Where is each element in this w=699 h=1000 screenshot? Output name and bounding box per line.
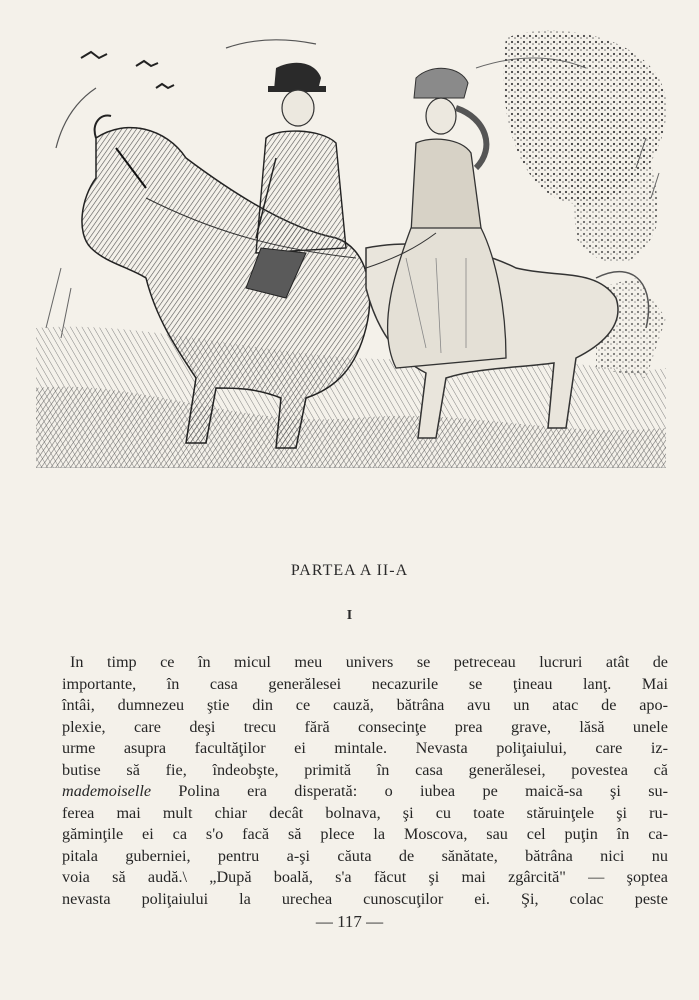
text-line: pitala guberniei, pentru a-şi căuta de sănătate, bătrâna nici nu bbox=[62, 846, 668, 865]
riders-on-horses-engraving bbox=[36, 28, 666, 468]
text-line: ferea mai mult chiar decât bolnava, şi cu toate stăruinţele şi ru- bbox=[62, 803, 668, 822]
text-line: găminţile ei ca s'o facă să plece la Moscova, sau cel puţin în ca- bbox=[62, 825, 668, 843]
text-line: importante, în casa generălesei necazurile se ţineau lanţ. Mai bbox=[62, 674, 668, 693]
text-line-with-italic bbox=[62, 781, 668, 803]
page-number: — 117 — bbox=[315, 912, 384, 931]
text-line: voia să audă.\ „După boală, s'a făcut şi mai zgârcită" — şoptea bbox=[62, 868, 668, 886]
italic-word: mademoiselle bbox=[62, 782, 152, 800]
text-line: nevasta poliţaiului la urechea cunoscuţilor ei. Şi, colac peste bbox=[62, 889, 668, 908]
text-line: urme asupra facultăţilor ei mintale. Nevasta poliţaiului, care iz- bbox=[62, 739, 668, 757]
part-title: PARTEA A II-A bbox=[290, 562, 409, 579]
chapter-number: I bbox=[346, 608, 353, 623]
engraving-illustration bbox=[36, 28, 666, 468]
text-line: plexie, care deşi trecu fără consecinţe prea grave, lăsă unele bbox=[62, 717, 668, 736]
text-line: întâi, dumnezeu ştie din ce cauză, bătrâna avu un atac de apo- bbox=[62, 696, 668, 714]
text-line: In timp ce în micul meu univers se petreceau lucruri atât de bbox=[70, 653, 668, 671]
body-paragraph bbox=[62, 652, 668, 910]
text-line: butise să fie, îndeobşte, primită în casa generălesei, povestea că bbox=[62, 760, 668, 779]
text-line-rest: Polina era disperată: o iubea pe maică-sa şi su- bbox=[178, 782, 668, 800]
